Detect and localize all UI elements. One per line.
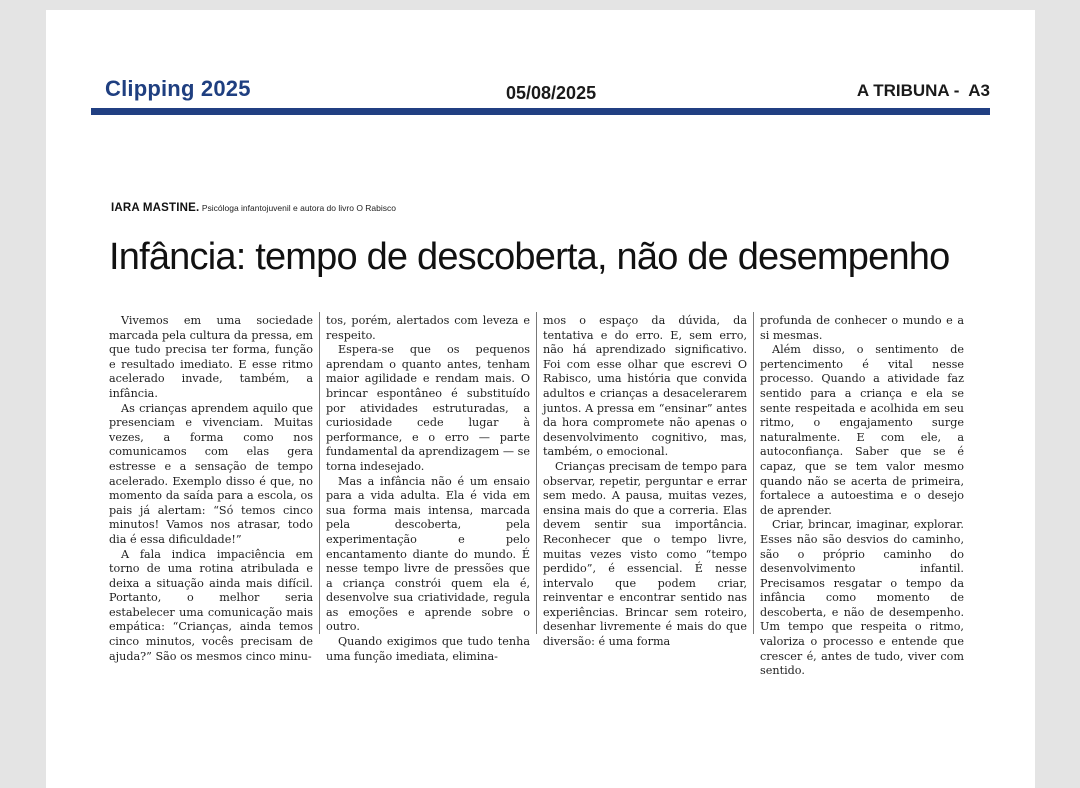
article-column-2 bbox=[326, 314, 530, 664]
paragraph: Criar, brincar, imaginar, explorar. Esses não são desvios do caminho, são o próprio caminho do desenvolvimento infantil. Precisamos resgatar o tempo da infância como momento de descoberta, e não de desempenho. Um tempo que respeita o ritmo, valoriza o processo e entende que crescer é, antes de tudo, viver com sentido. bbox=[760, 518, 964, 678]
column-divider bbox=[753, 312, 754, 634]
clipping-date: 05/08/2025 bbox=[506, 83, 597, 103]
byline bbox=[111, 202, 396, 214]
author-name: IARA MASTINE. bbox=[111, 202, 200, 214]
author-description: Psicóloga infantojuvenil e autora do livro O Rabisco bbox=[201, 203, 397, 213]
paragraph: Crianças precisam de tempo para observar, repetir, perguntar e errar sem medo. A pausa, muitas vezes, ensina mais do que a correria. Elas devem sentir sua importância. Reconhecer que o tempo livre, muitas vezes visto como “tempo perdido”, é essencial. É nesse intervalo que podem criar, reinventar e encontrar sentido nas experiências. Brincar sem roteiro, desenhar livremente é mais do que diversão: é uma forma bbox=[543, 459, 747, 649]
paragraph: As crianças aprendem aquilo que presenciam e vivenciam. Muitas vezes, a forma como nos comunicamos com elas gera estresse e a sensação de tempo acelerado. Exemplo disso é que, no momento da saída para a escola, os pais já alertam: “Só temos cinco minutos! Vamos nos atrasar, todo dia é essa dificuldade!” bbox=[109, 401, 313, 546]
header-rule bbox=[91, 108, 990, 115]
article-column-1 bbox=[109, 314, 313, 664]
paragraph: A fala indica impaciência em torno de uma rotina atribulada e deixa a situação ainda mais difícil. Portanto, o melhor seria estabelecer uma comunicação mais empática: “Crianças, ainda temos cinco minutos, vocês precisam de ajuda?” São os mesmos cinco minu- bbox=[109, 547, 313, 663]
paragraph: tos, porém, alertados com leveza e respeito. bbox=[326, 314, 530, 342]
paragraph: Espera-se que os pequenos aprendam o quanto antes, tenham maior agilidade e rendam mais. O brincar espontâneo é substituído por atividades estruturadas, a curiosidade cede lugar à performance, e o erro — parte fundamental da aprendizagem — se torna indesejado. bbox=[326, 343, 530, 473]
newspaper-page bbox=[46, 10, 1035, 788]
article-column-4 bbox=[760, 314, 964, 679]
newspaper-page-ref: A TRIBUNA - A3 bbox=[856, 81, 990, 100]
paragraph: Quando exigimos que tudo tenha uma função imediata, elimina- bbox=[326, 635, 530, 663]
clipping-title: Clipping 2025 bbox=[105, 76, 251, 101]
paragraph: Além disso, o sentimento de pertencimento é vital nesse processo. Quando a atividade faz sentido para a criança e ela se sente respeitada e acolhida em seu ritmo, o engajamento surge naturalmente. E com ele, a autoconfiança. Saber que se é capaz, que se tem valor mesmo quando não se acerta de primeira, fortalece a autoestima e o desejo de aprender. bbox=[760, 343, 964, 517]
article-column-3 bbox=[543, 314, 747, 650]
article-headline: Infância: tempo de descoberta, não de desempenho bbox=[109, 236, 950, 278]
column-divider bbox=[536, 312, 537, 634]
column-divider bbox=[319, 312, 320, 634]
paragraph: profunda de conhecer o mundo e a si mesmas. bbox=[760, 314, 964, 342]
paragraph: mos o espaço da dúvida, da tentativa e do erro. E, sem erro, não há aprendizado significativo. Foi com esse olhar que escrevi O Rabisco, uma história que convida adultos e crianças a desacelerarem juntos. A pressa em “ensinar” antes da hora compromete não apenas o desenvolvimento cognitivo, mas, também, o emocional. bbox=[543, 314, 747, 459]
paragraph: Mas a infância não é um ensaio para a vida adulta. Ela é vida em sua forma mais intensa, marcada pela descoberta, pela experimentação e pelo encantamento diante do mundo. É nesse tempo livre de pressões que a criança constrói quem ela é, desenvolve sua criatividade, regula as emoções e aprende sobre o outro. bbox=[326, 474, 530, 634]
paragraph: Vivemos em uma sociedade marcada pela cultura da pressa, em que tudo precisa ter forma, função e resultado imediato. E esse ritmo acelerado invade, também, a infância. bbox=[109, 314, 313, 400]
